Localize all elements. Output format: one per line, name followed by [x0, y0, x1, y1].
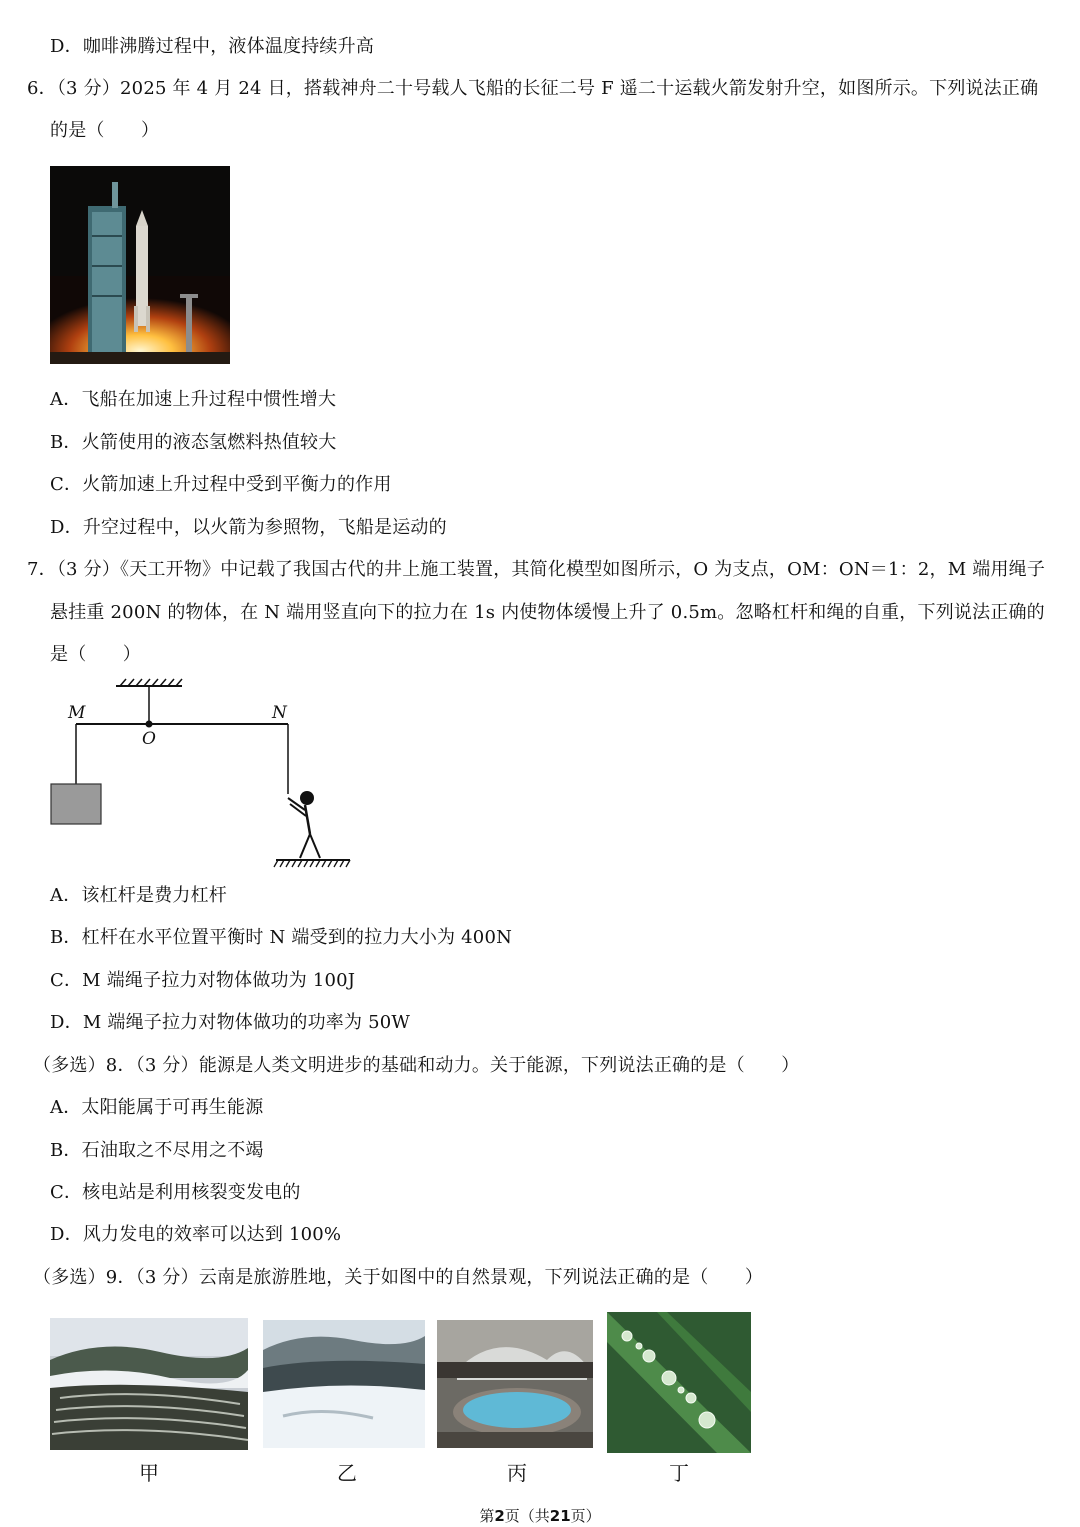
footer-mid: 页（共	[504, 1507, 550, 1525]
label-n: N	[272, 703, 287, 723]
terraces-photo	[50, 1318, 248, 1450]
label-o: O	[142, 729, 156, 749]
caption-yi: 乙	[337, 1461, 357, 1485]
q7-option-b: B．杠杆在水平位置平衡时 N 端受到的拉力大小为 400N	[50, 927, 513, 948]
q7-option-a: A．该杠杆是费力杠杆	[50, 885, 227, 906]
dew-leaf-photo	[607, 1312, 751, 1453]
q8-option-a: A．太阳能属于可再生能源	[50, 1097, 264, 1118]
q8-option-d: D．风力发电的效率可以达到 100%	[50, 1224, 342, 1245]
q6-stem-line-1: 6．（3 分）2025 年 4 月 24 日，搭载神舟二十号载人飞船的长征二号 F 遥二十运载火箭发射升空，如图所示。下列说法正确	[27, 78, 1039, 99]
q6-stem-line-2: 的是（ ）	[50, 120, 160, 141]
q7-option-d: D．M 端绳子拉力对物体做功的功率为 50W	[50, 1012, 411, 1033]
q7-stem-line-1: 7．（3 分）《天工开物》中记载了我国古代的井上施工装置，其简化模型如图所示，O 为支点，OM：ON＝1：2，M 端用绳子	[27, 559, 1046, 580]
footer-total-pages: 21	[549, 1507, 571, 1525]
q9-stem: （多选）9．（3 分）云南是旅游胜地，关于如图中的自然景观，下列说法正确的是（ ）	[33, 1267, 764, 1288]
caption-bing: 丙	[507, 1461, 527, 1485]
lever-diagram	[48, 676, 358, 872]
page-footer	[0, 1505, 1080, 1526]
caption-jia: 甲	[139, 1461, 159, 1485]
footer-page-number: 2	[494, 1507, 505, 1525]
label-m: M	[68, 703, 86, 723]
rocket-launch-photo	[50, 166, 230, 364]
footer-post: 页）	[570, 1507, 601, 1525]
snow-mountain-photo	[263, 1320, 425, 1448]
q6-option-d: D．升空过程中，以火箭为参照物，飞船是运动的	[50, 517, 447, 538]
q8-option-c: C．核电站是利用核裂变发电的	[50, 1182, 301, 1203]
q5-option-d: D．咖啡沸腾过程中，液体温度持续升高	[50, 36, 375, 57]
footer-pre: 第	[479, 1507, 495, 1525]
q6-option-b: B．火箭使用的液态氢燃料热值较大	[50, 432, 337, 453]
q6-option-c: C．火箭加速上升过程中受到平衡力的作用	[50, 474, 392, 495]
q8-option-b: B．石油取之不尽用之不竭	[50, 1140, 264, 1161]
q7-option-c: C．M 端绳子拉力对物体做功为 100J	[50, 970, 356, 991]
q8-stem: （多选）8．（3 分）能源是人类文明进步的基础和动力。关于能源，下列说法正确的是（ ）	[33, 1055, 800, 1076]
q6-option-a: A．飞船在加速上升过程中惯性增大	[50, 389, 337, 410]
caption-ding: 丁	[669, 1461, 689, 1485]
q7-stem-line-2: 悬挂重 200N 的物体，在 N 端用竖直向下的拉力在 1s 内使物体缓慢上升了 0.5m。忽略杠杆和绳的自重，下列说法正确的	[50, 602, 1045, 623]
q7-stem-line-3: 是（ ）	[50, 644, 141, 665]
hot-spring-photo	[437, 1320, 593, 1448]
